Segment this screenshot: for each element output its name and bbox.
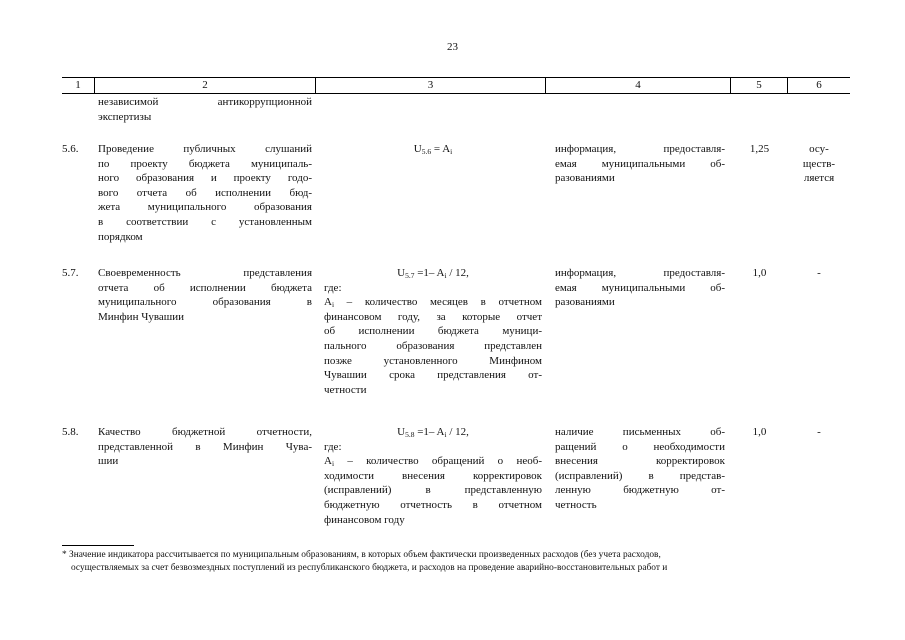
name-line: жета муниципального образования <box>98 201 312 214</box>
note-line: ществ- <box>802 157 836 170</box>
footnote <box>62 549 852 575</box>
note-cell <box>788 266 850 397</box>
formula: $U_{5.8} =1-$ $A_i / 12$, <box>397 426 469 439</box>
source-line: информация, предоставля- <box>555 267 725 279</box>
formula-cell <box>316 142 546 244</box>
indicator-name <box>95 95 316 124</box>
source-line: емая муниципальными об- <box>555 281 725 294</box>
header-col-5: 5 <box>731 78 788 93</box>
row-number: 5.7. <box>62 267 79 279</box>
footnote-line: * Значение индикатора рассчитывается по муниципальным образованиям, в которых объем фактически произведенных расходов (без учета расходов, <box>62 550 661 560</box>
name-line: шии <box>98 455 119 468</box>
source-line: ращений о необходимости <box>555 440 725 453</box>
formula-cell <box>316 266 546 397</box>
formula-line: Чувашии срока представления от- <box>324 369 542 382</box>
table-header <box>62 77 850 94</box>
formula-line: бюджетную отчетность в отчетном <box>324 498 542 511</box>
row-number: 5.6. <box>62 143 79 155</box>
header-col-1: 1 <box>62 78 95 93</box>
formula-line: (исправлений) в представленную <box>324 484 542 497</box>
page-number: 23 <box>447 41 458 53</box>
name-line: Минфин Чувашии <box>98 310 185 323</box>
source-line: четность <box>555 498 597 511</box>
name-line: по проекту бюджета муниципаль- <box>98 157 312 170</box>
data-source <box>546 425 731 527</box>
source-line: емая муниципальными об- <box>555 157 725 170</box>
table-row <box>62 142 850 244</box>
indicator-name <box>95 142 316 244</box>
footnote-line: осуществляемых за счет безвозмездных поступлений из республиканского бюджета, и расходов на проведение аварийно-восстановительных работ и <box>71 563 668 573</box>
header-col-6: 6 <box>816 79 822 91</box>
note-cell <box>788 142 850 244</box>
formula-line: финансовом году, за которые отчет <box>324 310 542 323</box>
note-line: - <box>817 267 821 279</box>
name-line: ного образования и проекту годо- <box>98 172 312 185</box>
name-line: экспертизы <box>98 110 152 123</box>
name-line: отчета об исполнении бюджета <box>98 281 312 294</box>
source-line: внесения корректировок <box>555 455 725 468</box>
header-col-4: 4 <box>546 78 731 93</box>
name-line: в соответствии с установленным <box>98 215 312 228</box>
indicator-name <box>95 425 316 527</box>
formula-where: где: <box>324 281 342 294</box>
table-row <box>62 266 850 397</box>
footnote-divider <box>62 545 134 546</box>
data-source <box>546 142 731 244</box>
note-line: ляется <box>803 172 835 185</box>
formula: $U_{5.6} = A_i$ <box>413 143 453 156</box>
weight-value: 1,0 <box>752 267 767 279</box>
weight-value: 1,25 <box>749 143 770 155</box>
formula-line: пального образования представлен <box>324 339 542 352</box>
data-source <box>546 266 731 397</box>
formula-line: четности <box>324 383 367 396</box>
name-line: муниципального образования в <box>98 296 312 309</box>
name-line: независимой антикоррупционной <box>98 96 312 108</box>
note-line: - <box>817 426 821 438</box>
source-line: разованиями <box>555 296 615 309</box>
name-line: порядком <box>98 230 143 243</box>
formula-line: позже установленного Минфином <box>324 354 542 367</box>
formula-line: ходимости внесения корректировок <box>324 469 542 482</box>
indicator-name <box>95 266 316 397</box>
name-line: Своевременность представления <box>98 267 312 279</box>
name-line: представленной в Минфин Чува- <box>98 440 312 453</box>
formula-definition: $A_i$ – количество месяцев в отчетном <box>324 296 542 310</box>
name-line: Проведение публичных слушаний <box>98 143 312 155</box>
source-line: (исправлений) в представ- <box>555 469 725 482</box>
header-col-3: 3 <box>316 78 546 93</box>
name-line: Качество бюджетной отчетности, <box>98 426 312 438</box>
source-line: информация, предоставля- <box>555 143 725 155</box>
name-line: вого отчета об исполнении бюд- <box>98 186 312 199</box>
formula: $U_{5.7} =1-$ $A_i / 12$, <box>397 267 469 280</box>
formula-line: об исполнении бюджета муници- <box>324 325 542 338</box>
note-cell <box>788 425 850 527</box>
source-line: ленную бюджетную от- <box>555 484 725 497</box>
header-col-2: 2 <box>95 78 316 93</box>
weight-value: 1,0 <box>752 426 767 438</box>
formula-cell <box>316 425 546 527</box>
formula-line: финансовом году <box>324 513 405 526</box>
table-row <box>62 425 850 527</box>
table-row-continuation <box>62 95 850 124</box>
formula-where: где: <box>324 440 342 453</box>
formula-definition: $A_i$ – количество обращений о необ- <box>324 455 542 469</box>
note-line: осу- <box>809 143 829 155</box>
source-line: наличие письменных об- <box>555 426 725 438</box>
source-line: разованиями <box>555 172 615 185</box>
row-number: 5.8. <box>62 426 79 438</box>
